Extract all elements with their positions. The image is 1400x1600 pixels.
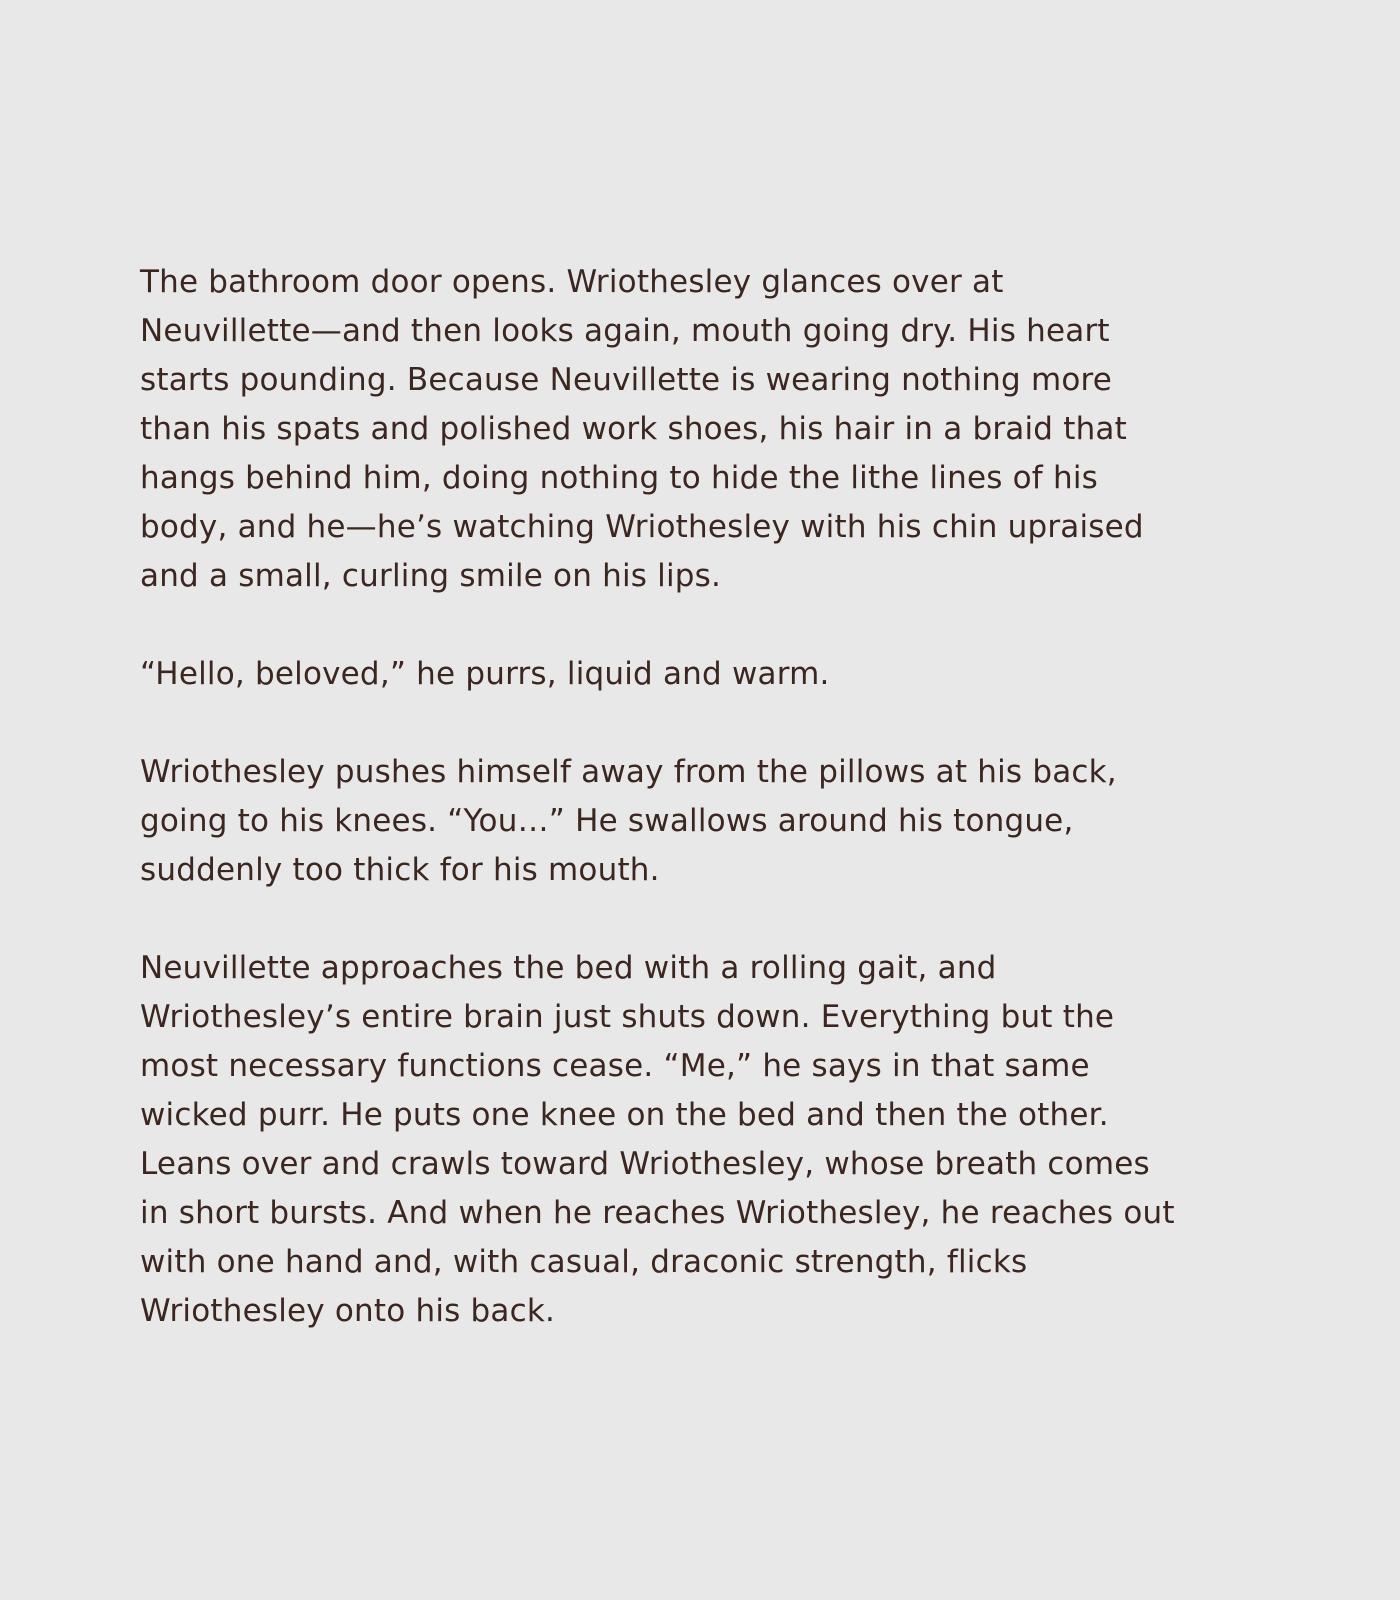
paragraph-4: Neuvillette approaches the bed with a rolling gait, and Wriothesley’s entire brain just shuts down. Everything but the most necessary functions cease. “Me,” he says in that same wicked purr. He puts one knee on the bed and then the other. Leans over and crawls toward Wriothesley, whose breath comes in short bursts. And when he reaches Wriothesley, he reaches out with one hand and, with casual, draconic strength, flicks Wriothesley onto his back. [140,950,1175,1329]
story-text-block [140,258,1270,1336]
paragraph-1: The bathroom door opens. Wriothesley glances over at Neuvillette—and then looks again, mouth going dry. His heart starts pounding. Because Neuvillette is wearing nothing more than his spats and polished work shoes, his hair in a braid that hangs behind him, doing nothing to hide the lithe lines of his body, and he—he’s watching Wriothesley with his chin upraised and a small, curling smile on his lips. [140,264,1144,594]
paragraph-2: “Hello, beloved,” he purrs, liquid and warm. [140,656,830,692]
paragraph-3: Wriothesley pushes himself away from the pillows at his back, going to his knees. “You…” He swallows around his tongue, suddenly too thick for his mouth. [140,754,1117,888]
